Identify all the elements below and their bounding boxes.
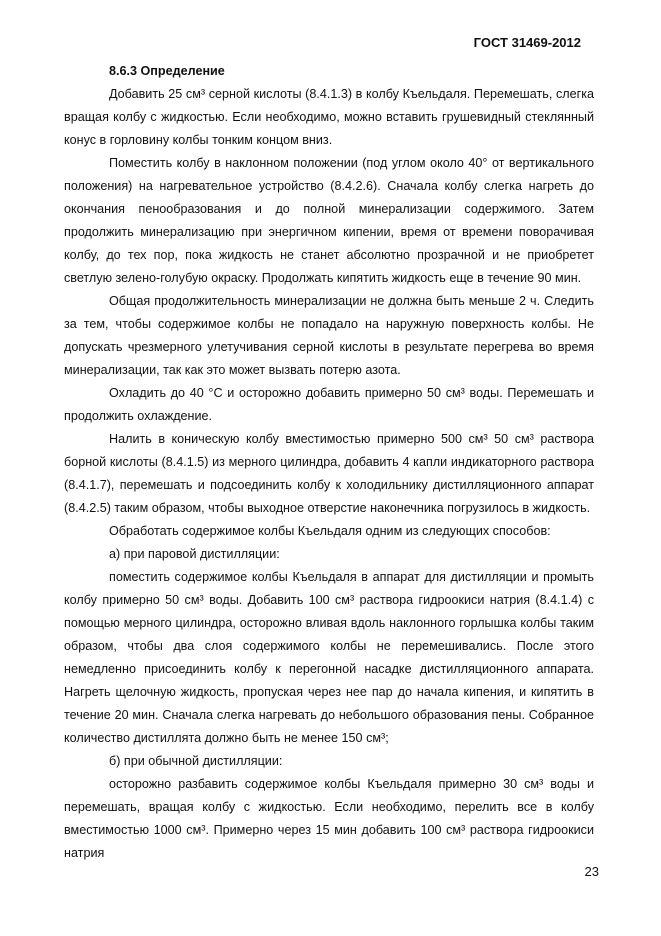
paragraph-1: Добавить 25 см³ серной кислоты (8.4.1.3) в колбу Къельдаля. Перемешать, слегка вращая колбу с жидкостью. Если необходимо, можно вставить грушевидный стеклянный конус в горловину колбы тонким концом вниз. bbox=[64, 87, 594, 147]
paragraph-7: поместить содержимое колбы Къельдаля в аппарат для дистилляции и промыть колбу примерно 50 см³ воды. Добавить 100 см³ раствора гидроокиси натрия (8.4.1.4) с помощью мерного цилиндра, осторожно вливая вдоль наклонного горлышка колбы таким образом, чтобы два слоя содержимого колбы не перемешивались. После этого немедленно присоединить колбу к перегонной насадке дистилляционного аппарата. Нагреть щелочную жидкость, пропуская через нее пар до начала кипения, и кипятить в течение 20 мин. Сначала слегка нагревать до небольшого образования пены. Собранное количество дистиллята должно быть не менее 150 см³; bbox=[64, 570, 594, 745]
document-body bbox=[64, 60, 594, 865]
paragraph-6: Обработать содержимое колбы Къельдаля одним из следующих способов: bbox=[109, 524, 551, 538]
list-item-b: б) при обычной дистилляции: bbox=[109, 754, 283, 768]
section-heading: 8.6.3 Определение bbox=[109, 64, 225, 78]
paragraph-8: осторожно разбавить содержимое колбы Къельдаля примерно 30 см³ воды и перемешать, вращая колбу с жидкостью. Если необходимо, перелить все в колбу вместимостью 1000 см³. Примерно через 15 мин добавить 100 см³ раствора гидроокиси натрия bbox=[64, 777, 594, 860]
paragraph-2: Поместить колбу в наклонном положении (под углом около 40° от вертикального положения) на нагревательное устройство (8.4.2.6). Сначала колбу слегка нагреть до окончания пенообразования и до полной минерализации содержимого. Затем продолжить минерализацию при энергичном кипении, время от времени поворачивая колбу, до тех пор, пока жидкость не станет абсолютно прозрачной и не приобретет светлую зелено-голубую окраску. Продолжать кипятить жидкость еще в течение 90 мин. bbox=[64, 156, 594, 285]
list-item-a: а) при паровой дистилляции: bbox=[109, 547, 280, 561]
paragraph-3: Общая продолжительность минерализации не должна быть меньше 2 ч. Следить за тем, чтобы содержимое колбы не попадало на наружную поверхность колбы. Не допускать чрезмерного улетучивания серной кислоты в результате перегрева во время минерализации, так как это может вызвать потерю азота. bbox=[64, 294, 594, 377]
page-number: 23 bbox=[584, 864, 599, 879]
paragraph-4: Охладить до 40 °С и осторожно добавить примерно 50 см³ воды. Перемешать и продолжить охлаждение. bbox=[64, 386, 594, 423]
standard-number: ГОСТ 31469-2012 bbox=[473, 35, 581, 50]
paragraph-5: Налить в коническую колбу вместимостью примерно 500 см³ 50 см³ раствора борной кислоты (8.4.1.5) из мерного цилиндра, добавить 4 капли индикаторного раствора (8.4.1.7), перемешать и подсоединить колбу к холодильнику дистилляционного аппарат (8.4.2.5) таким образом, чтобы выходное отверстие наконечника погрузилось в жидкость. bbox=[64, 432, 594, 515]
